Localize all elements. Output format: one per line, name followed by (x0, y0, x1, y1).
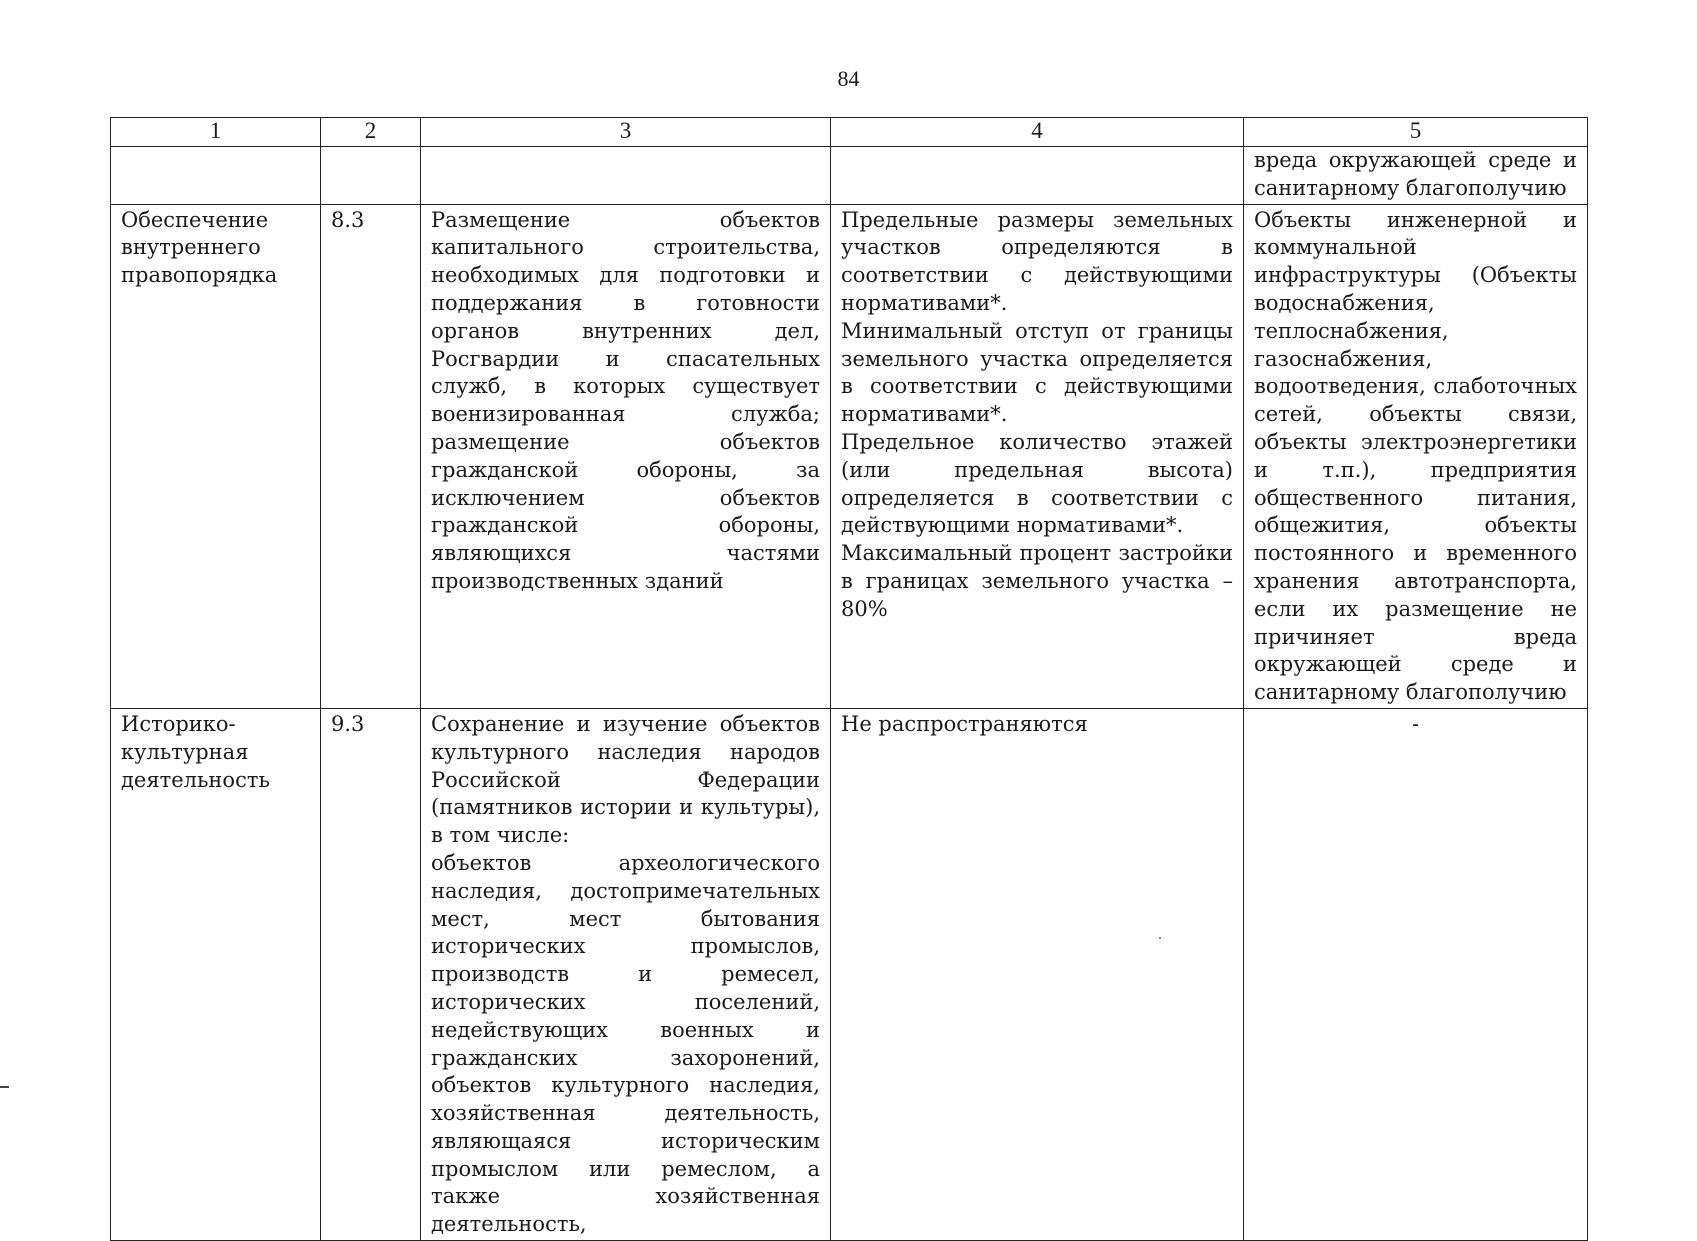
cell-use-code: 8.3 (321, 204, 421, 708)
scan-mark (0, 1086, 9, 1088)
auxiliary-text: Объекты инженерной и коммунальной инфраструктуры (Объекты водоснабжения, теплоснабжения, газоснабжения, водоотведения, слаботочных сетей, объекты связи, объекты электроэнергетики и т.п.), предприятия общественного питания, общежития, объекты постоянного и временного хранения автотранспорта, если их размещение не причиняет вреда окружающей среде и санитарному благополучию (1254, 207, 1577, 705)
cell-use-description (421, 204, 831, 708)
page-number: 84 (837, 66, 860, 91)
description-paragraph: размещение объектов гражданской обороны, за исключением объектов гражданской обороны, являющихся частями производственных зданий (431, 429, 820, 593)
description-paragraph: Сохранение и изучение объектов культурного наследия народов Российской Федерации (памятников истории и культуры), в том числе: (431, 711, 820, 848)
scan-speck (1159, 937, 1161, 939)
cell-empty (111, 147, 321, 205)
cell-use-name: Обеспечение внутреннего правопорядка (111, 204, 321, 708)
cell-auxiliary-uses (1244, 204, 1588, 708)
column-header-4: 4 (831, 118, 1244, 147)
cell-parameters (831, 708, 1244, 1240)
cell-empty (421, 147, 831, 205)
header-row (111, 118, 1588, 147)
cell-continued-auxiliary (1244, 147, 1588, 205)
cell-parameters (831, 204, 1244, 708)
cell-empty (321, 147, 421, 205)
column-header-2: 2 (321, 118, 421, 147)
cell-use-code: 9.3 (321, 708, 421, 1240)
continued-line: вреда окружающей среде и (1254, 148, 1577, 172)
parameter-paragraph: Предельные размеры земельных участков определяются в соответствии с действующими нормативами*. (841, 207, 1233, 315)
parameter-paragraph: Предельное количество этажей (или предельная высота) определяется в соответствии с действующими нормативами*. (841, 429, 1233, 538)
description-paragraph: Размещение объектов капитального строительства, необходимых для подготовки и поддержания в готовности органов внутренних дел, Росгвардии и спасательных служб, в которых существует военизированная служба; (431, 207, 820, 427)
regulations-table (110, 117, 1588, 1241)
table-row-continued (111, 147, 1588, 205)
parameter-paragraph: Не распространяются (841, 711, 1088, 736)
cell-auxiliary-uses: - (1244, 708, 1588, 1240)
parameter-paragraph: Минимальный отступ от границы земельного участка определяется в соответствии с действующими нормативами*. (841, 318, 1233, 427)
description-paragraph: объектов археологического наследия, достопримечательных мест, мест бытования исторических промыслов, производств и ремесел, исторических поселений, недействующих военных и гражданских захоронений, объектов культурного наследия, хозяйственная деятельность, являющаяся историческим промыслом или ремеслом, а также хозяйственная деятельность, (431, 850, 820, 1237)
column-header-5: 5 (1244, 118, 1588, 147)
continued-line: санитарному благополучию (1254, 175, 1567, 200)
column-header-3: 3 (421, 118, 831, 147)
table-row (111, 204, 1588, 708)
table-row (111, 708, 1588, 1240)
cell-use-name: Историко-культурная деятельность (111, 708, 321, 1240)
column-header-1: 1 (111, 118, 321, 147)
cell-empty (831, 147, 1244, 205)
parameter-paragraph: Максимальный процент застройки в границах земельного участка – 80% (841, 541, 1233, 621)
cell-use-description (421, 708, 831, 1240)
